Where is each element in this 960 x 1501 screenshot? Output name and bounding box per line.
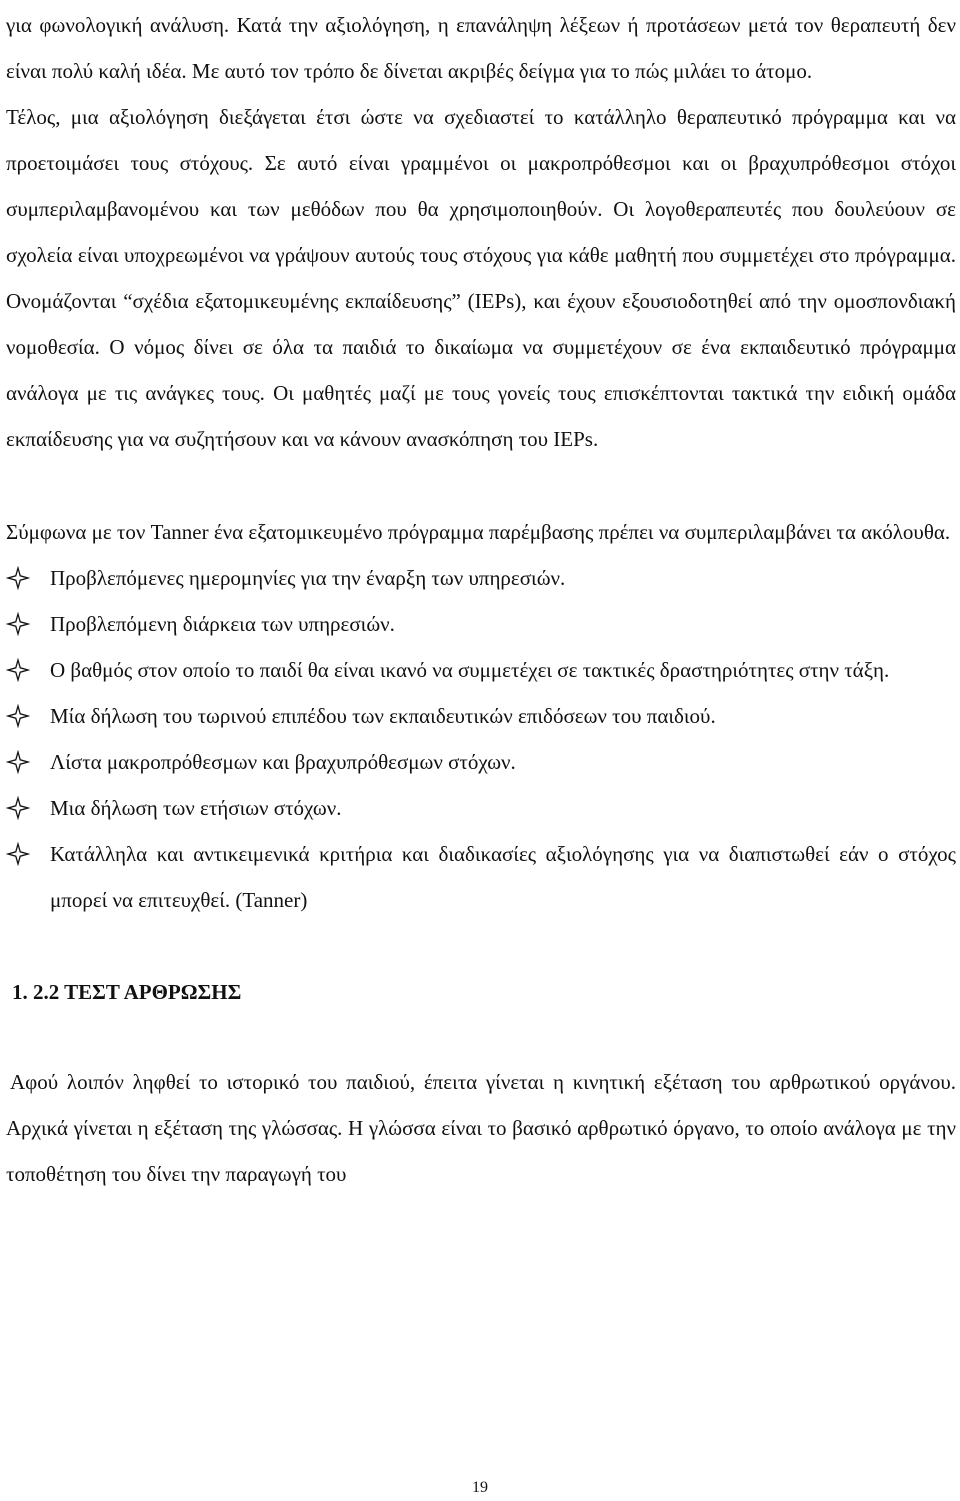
four-point-star-outline-icon [6, 842, 30, 866]
document-page [6, 0, 956, 1197]
list-item-text: Προβλεπόμενη διάρκεια των υπηρεσιών. [50, 612, 395, 636]
four-point-star-outline-icon [6, 750, 30, 774]
paragraph-articulation-exam: Αφού λοιπόν ληφθεί το ιστορικό του παιδιού, έπειτα γίνεται η κινητική εξέταση του αρθρωτικού οργάνου. Αρχικά γίνεται η εξέταση της γλώσσας. Η γλώσσα είναι το βασικό αρθρωτικό όργανο, το οποίο ανάλογα με την τοποθέτηση του δίνει την παραγωγή του [6, 1070, 956, 1186]
paragraph-goals: Τέλος, μια αξιολόγηση διεξάγεται έτσι ώστε να σχεδιαστεί το κατάλληλο θεραπευτικό πρόγραμμα και να προετοιμάσει τους στόχους. Σε αυτό είναι γραμμένοι οι μακροπρόθεσμοι και οι βραχυπρόθεσμοι στόχοι συμπεριλαμβανομένου και των μεθόδων που θα χρησιμοποιηθούν. Οι λογοθεραπευτές που δουλεύουν σε σχολεία είναι υποχρεωμένοι να γράψουν αυτούς τους στόχους για κάθε μαθητή που συμμετέχει στο πρόγραμμα. Ονομάζονται “σχέδια εξατομικευμένης εκπαίδευσης” (IEPs), και έχουν εξουσιοδοτηθεί από την ομοσπονδιακή νομοθεσία. Ο νόμος δίνει σε όλα τα παιδιά το δικαίωμα να συμμετέχουν σε ένα εκπαιδευτικό πρόγραμμα ανάλογα με τις ανάγκες τους. Οι μαθητές μαζί με τους γονείς τους επισκέπτονται τακτικά την ειδική ομάδα εκπαίδευσης για να συζητήσουν και να κάνουν ανασκόπηση του IEPs. [6, 105, 956, 451]
list-item-text: Λίστα μακροπρόθεσμων και βραχυπρόθεσμων στόχων. [50, 750, 516, 774]
four-point-star-outline-icon [6, 796, 30, 820]
four-point-star-outline-icon [6, 566, 30, 590]
list-item-text: Προβλεπόμενες ημερομηνίες για την έναρξη των υπηρεσιών. [50, 566, 566, 590]
list-item [6, 831, 956, 923]
section-heading: 1. 2.2 ΤΕΣΤ ΑΡΘΡΩΣΗΣ [12, 980, 242, 1004]
list-item-text: Μία δήλωση του τωρινού επιπέδου των εκπαιδευτικών επιδόσεων του παιδιού. [50, 704, 716, 728]
list-item [6, 785, 956, 831]
list-item [6, 647, 956, 693]
four-point-star-outline-icon [6, 704, 30, 728]
requirements-list [6, 555, 956, 923]
paragraph-spacer [6, 462, 956, 509]
four-point-star-outline-icon [6, 612, 30, 636]
four-point-star-outline-icon [6, 658, 30, 682]
paragraph-tanner-intro: Σύμφωνα με τον Tanner ένα εξατομικευμένο πρόγραμμα παρέμβασης πρέπει να συμπεριλαμβάνει τα ακόλουθα. [6, 520, 951, 544]
list-item-text: Ο βαθμός στον οποίο το παιδί θα είναι ικανό να συμμετέχει σε τακτικές δραστηριότητες στην τάξη. [50, 658, 890, 682]
list-item [6, 601, 956, 647]
heading-spacer-bottom [6, 1015, 956, 1059]
list-item [6, 739, 956, 785]
page-number: 19 [472, 1479, 488, 1496]
paragraph-assessment-note: για φωνολογική ανάλυση. Κατά την αξιολόγηση, η επανάληψη λέξεων ή προτάσεων μετά τον θεραπευτή δεν είναι πολύ καλή ιδέα. Με αυτό τον τρόπο δε δίνεται ακριβές δείγμα για το πώς μιλάει το άτομο. [6, 13, 956, 83]
list-item [6, 555, 956, 601]
list-item-text: Μια δήλωση των ετήσιων στόχων. [50, 796, 342, 820]
list-item-text: Κατάλληλα και αντικειμενικά κριτήρια και διαδικασίες αξιολόγησης για να διαπιστωθεί εάν ο στόχος μπορεί να επιτευχθεί. (Tanner) [50, 842, 956, 912]
heading-spacer-top [6, 923, 956, 969]
list-item [6, 693, 956, 739]
